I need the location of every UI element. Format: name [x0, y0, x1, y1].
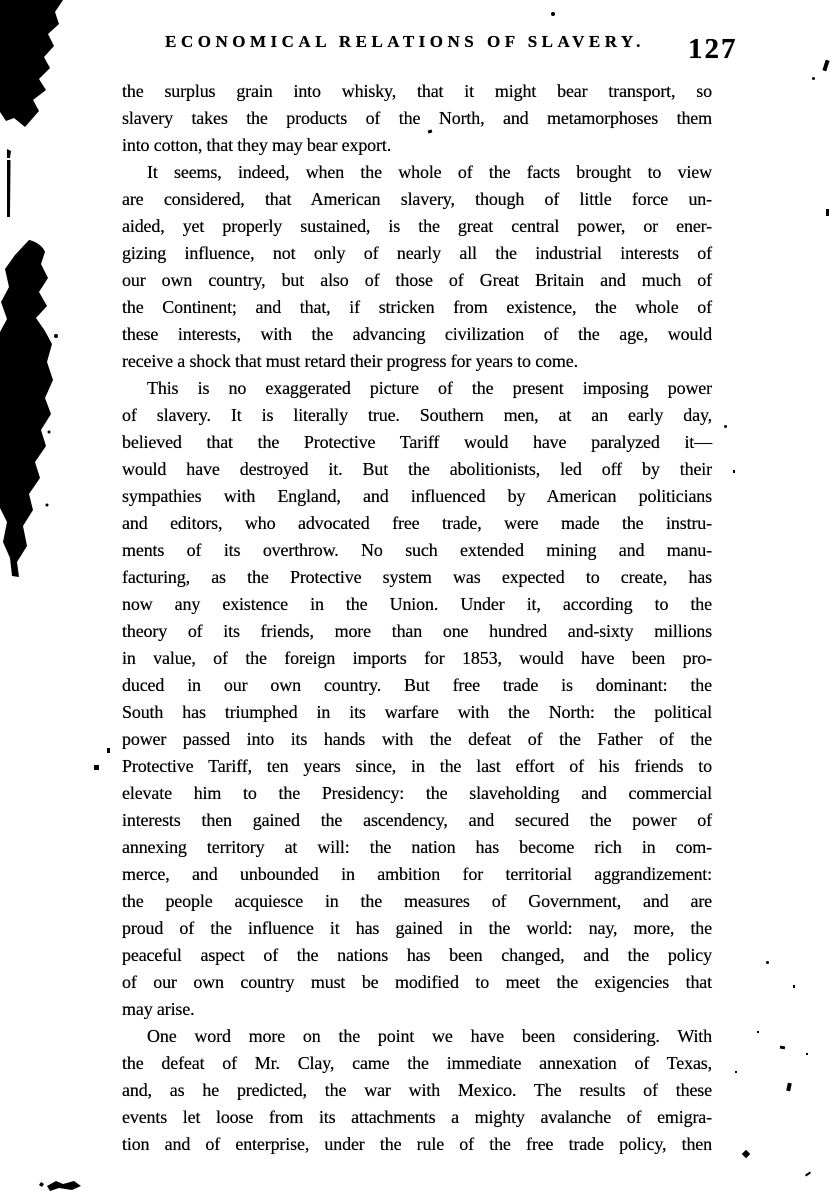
scan-speck	[812, 77, 815, 80]
ink-blob-middle	[0, 240, 53, 577]
text-line: the people acquiesce in the measures of Government, and are	[122, 891, 712, 911]
text-line: This is no exaggerated picture of the present imposing power	[147, 378, 712, 398]
running-header-title: ECONOMICAL RELATIONS OF SLAVERY.	[165, 32, 645, 51]
text-line: Protective Tariff, ten years since, in the last effort of his friends to	[122, 756, 712, 776]
scan-speck	[735, 1071, 737, 1073]
ink-dot	[48, 431, 51, 434]
text-line: aided, yet properly sustained, is the great central power, or ener-	[122, 216, 712, 236]
scan-speck	[757, 1031, 759, 1033]
text-line: One word more on the point we have been considering. With	[147, 1026, 712, 1046]
text-line: would have destroyed it. But the abolitionists, led off by their	[122, 459, 712, 479]
text-line: these interests, with the advancing civilization of the age, would	[122, 324, 712, 344]
text-line: power passed into its hands with the defeat of the Father of the	[122, 729, 712, 749]
text-line: duced in our own country. But free trade is dominant: the	[122, 675, 712, 695]
scan-speck	[742, 1150, 750, 1158]
scan-speck	[806, 1053, 808, 1055]
text-line: are considered, that American slavery, though of little force un-	[122, 189, 712, 209]
text-line: annexing territory at will: the nation has become rich in com-	[122, 837, 712, 857]
ink-dot	[54, 334, 58, 338]
text-line: receive a shock that must retard their progress for years to come.	[122, 351, 578, 371]
scan-speck	[780, 1046, 785, 1050]
text-line: peaceful aspect of the nations has been changed, and the policy	[122, 945, 712, 965]
ink-smudge-bottom	[47, 1181, 81, 1191]
text-line: proud of the influence it has gained in the world: nay, more, the	[122, 918, 712, 938]
text-line: the surplus grain into whisky, that it might bear transport, so	[122, 81, 712, 101]
text-line: ments of its overthrow. No such extended mining and manu-	[122, 540, 712, 560]
scan-speck	[793, 985, 795, 988]
text-line: facturing, as the Protective system was expected to create, has	[122, 567, 712, 587]
text-line: and, as he predicted, the war with Mexico. The results of these	[122, 1080, 712, 1100]
scan-speck	[107, 748, 110, 753]
ink-line	[7, 160, 11, 217]
scan-speck	[733, 470, 735, 473]
text-line: believed that the Protective Tariff would have paralyzed it—	[122, 432, 712, 452]
text-line: the defeat of Mr. Clay, came the immediate annexation of Texas,	[122, 1053, 712, 1073]
ink-smudge-bottom	[39, 1182, 44, 1187]
page-text	[122, 78, 712, 1158]
text-line: in value, of the foreign imports for 1853, would have been pro-	[122, 648, 712, 668]
text-line: into cotton, that they may bear export.	[122, 135, 392, 155]
scan-speck	[822, 60, 829, 72]
text-line: the Continent; and that, if stricken from existence, the whole of	[122, 297, 712, 317]
scan-speck	[94, 765, 99, 770]
text-line: interests then gained the ascendency, and secured the power of	[122, 810, 712, 830]
scan-speck	[766, 961, 769, 964]
ink-dot	[46, 504, 49, 507]
ink-line	[7, 149, 11, 158]
text-line: merce, and unbounded in ambition for territorial aggrandizement:	[122, 864, 712, 884]
text-line: sympathies with England, and influenced by American politicians	[122, 486, 712, 506]
text-line: slavery takes the products of the North, and metamorphoses them	[122, 108, 712, 128]
text-line: now any existence in the Union. Under it, according to the	[122, 594, 712, 614]
text-line: gizing influence, not only of nearly all the industrial interests of	[122, 243, 712, 263]
scan-speck	[805, 1171, 811, 1176]
text-line: theory of its friends, more than one hundred and-sixty millions	[122, 621, 712, 641]
text-line: of slavery. It is literally true. Southern men, at an early day,	[122, 405, 712, 425]
text-line: our own country, but also of those of Great Britain and much of	[122, 270, 712, 290]
text-line: It seems, indeed, when the whole of the facts brought to view	[147, 162, 712, 182]
scan-speck	[786, 1083, 792, 1092]
text-line: South has triumphed in its warfare with the North: the political	[122, 702, 712, 722]
text-line: events let loose from its attachments a mighty avalanche of emigra-	[122, 1107, 712, 1127]
text-line: may arise.	[122, 999, 195, 1019]
scan-speck	[826, 209, 829, 216]
page-number: 127	[688, 33, 738, 65]
ink-blob-top	[0, 0, 63, 127]
text-line: elevate him to the Presidency: the slaveholding and commercial	[122, 783, 712, 803]
text-line: and editors, who advocated free trade, were made the instru-	[122, 513, 712, 533]
text-line: of our own country must be modified to meet the exigencies that	[122, 972, 712, 992]
scan-speck	[724, 425, 727, 428]
text-line: tion and of enterprise, under the rule of the free trade policy, then	[122, 1134, 712, 1154]
ink-blob-artifacts	[0, 0, 120, 1200]
scan-speck	[551, 12, 555, 16]
